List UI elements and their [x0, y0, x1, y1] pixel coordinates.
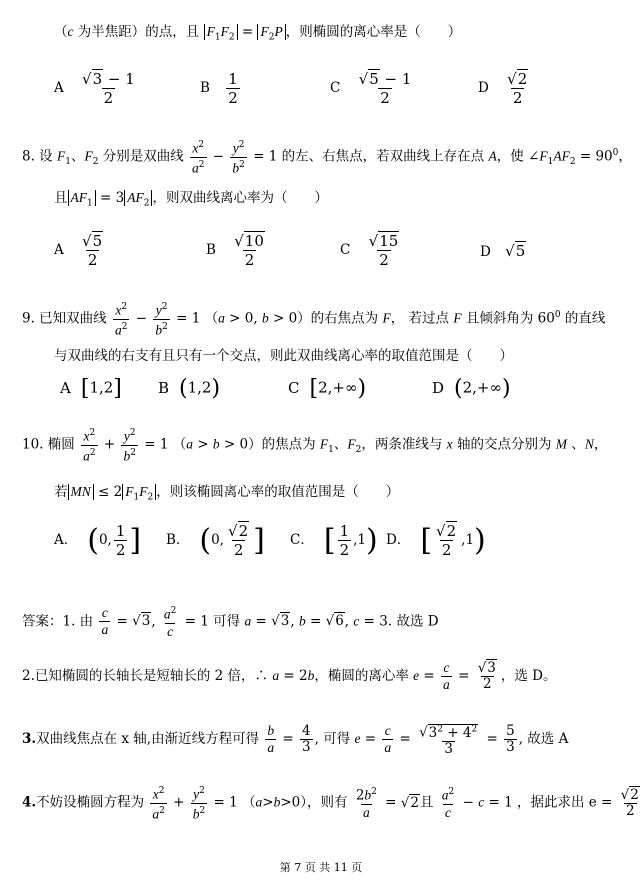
q8-option-c: C $\frac{√15}{2}$	[340, 232, 399, 269]
q7-option-c: C $\frac{√5 - 1}{2}$	[330, 70, 412, 107]
q9-option-b: B (1,2)	[158, 376, 221, 401]
q7-option-d: D $\frac{√2}{2}$	[478, 70, 528, 107]
q8-option-a: A $\frac{√5}{2}$	[54, 232, 103, 269]
q9-line2: 与双曲线的右支有且只有一个交点，则此双曲线离心率的取值范围是（ ）	[54, 348, 513, 364]
q9-option-d: D (2,+∞)	[432, 376, 511, 401]
q8-option-d: D √5	[480, 242, 526, 260]
q7-option-b: B $\frac{1}{2}$	[200, 70, 238, 107]
answer-1: 答案：1. 由 $\frac{c}{a}$ = √3, $\frac{a^2}{c}$ = 1 可得 a = √3, b = √6, c = 3. 故选 D	[22, 605, 439, 639]
q10-line1: 10. 椭圆 $\frac{x^2}{a^2}$ + $\frac{y^2}{b^2}$ = 1 （a > b > 0）的焦点为 $F_1$、$F_2$，两条准线与 x 轴的交点分别为 M 、N，	[22, 428, 608, 463]
q7-line1: （c 为半焦距）的点，且 $F_1F_2 = F_2P$ ，则椭圆的离心率是（ ）	[54, 24, 462, 43]
q10-line2: 若 MN ≤ 2 $F_1F_2$ ，则该椭圆离心率的取值范围是（ ）	[54, 484, 400, 503]
q9-option-a: A [1,2]	[60, 376, 122, 401]
page-footer: 第 7 页 共 11 页	[279, 861, 363, 874]
q10-option-d: D． [ $\frac{√2}{2}$ ,1)	[386, 522, 486, 559]
q8-line1: 8. 设 $F_1$、$F_2$ 分别是双曲线 $\frac{x^2}{a^2}$ − $\frac{y^2}{b^2}$ = 1 的左、右焦点，若双曲线上存在点 A，使 $\angle F_1AF_2 = 90^0$，	[22, 140, 632, 175]
answer-3: 3.双曲线焦点在 x 轴,由渐近线方程可得 $\frac{b}{a}$ = $\frac{4}{3}$ , 可得 e = $\frac{c}{a}$ = $\frac{√3^2 + 4^2}{3}$ = $\frac{5}{3}$ , 故选 A	[22, 722, 569, 757]
q8-option-b: B $\frac{√10}{2}$	[206, 232, 264, 269]
answer-4: 4.不妨设椭圆方程为 $\frac{x^2}{a^2}$ + $\frac{y^2}{b^2}$ = 1 （a>b>0），则有 $\frac{2b^2}{a}$ = √2且 $\frac{a^2}{c}$ − c = 1 ，据此求出 e = $\frac{√2}{2}$	[22, 786, 639, 821]
q7-option-a: A $\frac{√3 - 1}{2}$	[54, 70, 135, 107]
q10-option-c: C． [ $\frac{1}{2}$ ,1)	[290, 522, 378, 559]
q10-option-a: A． (0, $\frac{1}{2}$ ]	[54, 522, 142, 559]
q8-line2: 且 $AF_1 = 3$ $AF_2$ ，则双曲线离心率为（ ）	[54, 190, 328, 209]
q9-line1: 9. 已知双曲线 $\frac{x^2}{a^2}$ − $\frac{y^2}{b^2}$ = 1 （a > 0, b > 0）的右焦点为 F， 若过点 F 且倾斜角为 $60^0$ 的直线	[22, 302, 606, 337]
answer-2: 2.已知椭圆的长轴长是短轴长的 2 倍，∴ a = 2b，椭圆的离心率 e = $\frac{c}{a}$ = $\frac{√3}{2}$ ，选 D。	[22, 660, 557, 692]
q10-option-b: B． (0, $\frac{√2}{2}$ ]	[166, 522, 265, 559]
q9-option-c: C [2,+∞)	[288, 376, 367, 401]
